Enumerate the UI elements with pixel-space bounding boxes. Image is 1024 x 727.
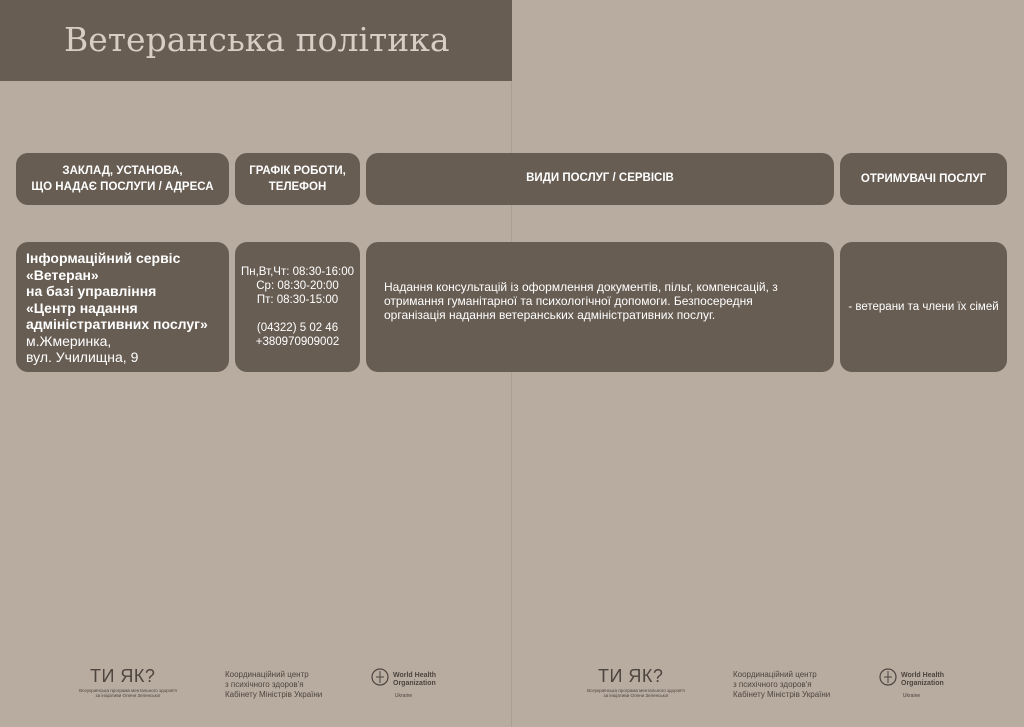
ty-yak-logo: ТИ ЯК? [598,666,664,686]
institution-line: «Центр надання [26,299,138,316]
schedule-line: Ср: 08:30-20:00 [256,280,339,292]
who-name: Organization [393,679,436,687]
logo-caption: Всеукраїнська програма ментального здоров'я за ініціативи Олени Зеленської [587,688,685,698]
center-line: Координаційний центр [225,670,309,679]
schedule-cell [235,242,360,372]
center-line: з психічного здоров'я [733,680,812,689]
page-title: Ветеранська політика [64,20,450,59]
address-line: м.Жмеринка, [26,332,112,349]
center-line: Координаційний центр [733,670,817,679]
schedule-line: Пн,Вт,Чт: 08:30-16:00 [241,266,354,278]
title-banner [0,0,512,81]
footer-left [78,666,438,706]
institution-line: «Ветеран» [26,266,99,283]
center-line: Кабінету Міністрів України [733,690,831,699]
footer-right [586,666,946,706]
center-line: з психічного здоров'я [225,680,304,689]
services-cell [366,242,834,372]
who-country: Ukraine [394,693,413,699]
institution-line: Інформаційний сервіс [26,250,181,266]
institution-cell [16,242,229,372]
who-name: World Health [393,672,437,679]
services-text: Надання консультацій із оформлення документів, пільг, компенсацій, з отримання гуманітарної та психологічної допомоги. Безпосередня організація надання ветеранських адміністративних послуг. [384,280,778,322]
center-line: Кабінету Міністрів України [225,690,323,699]
ty-yak-logo: ТИ ЯК? [90,666,156,686]
header-institution: ЗАКЛАД, УСТАНОВА, ЩО НАДАЄ ПОСЛУГИ / АДРЕСА [16,153,229,205]
phone-line: +380970909002 [255,336,340,348]
header-services: ВИДИ ПОСЛУГ / СЕРВІСІВ [366,153,834,205]
who-name: World Health [901,672,945,679]
institution-line: на базі управління [26,283,157,299]
address-line: вул. Училищна, 9 [26,349,139,365]
phone-line: (04322) 5 02 46 [256,322,339,334]
header-recipients: ОТРИМУВАЧІ ПОСЛУГ [840,153,1007,205]
who-emblem-icon [879,668,897,691]
who-emblem-icon [371,668,389,691]
logo-caption: Всеукраїнська програма ментального здоров'я за ініціативи Олени Зеленської [79,688,177,698]
recipients-text: - ветерани та члени їх сімей [848,301,999,313]
institution-line: адміністративних послуг» [26,316,208,332]
recipients-cell [840,242,1007,372]
who-country: Ukraine [902,693,921,699]
schedule-line: Пт: 08:30-15:00 [256,294,339,306]
who-name: Organization [901,679,944,687]
header-schedule: ГРАФІК РОБОТИ, ТЕЛЕФОН [235,153,360,205]
